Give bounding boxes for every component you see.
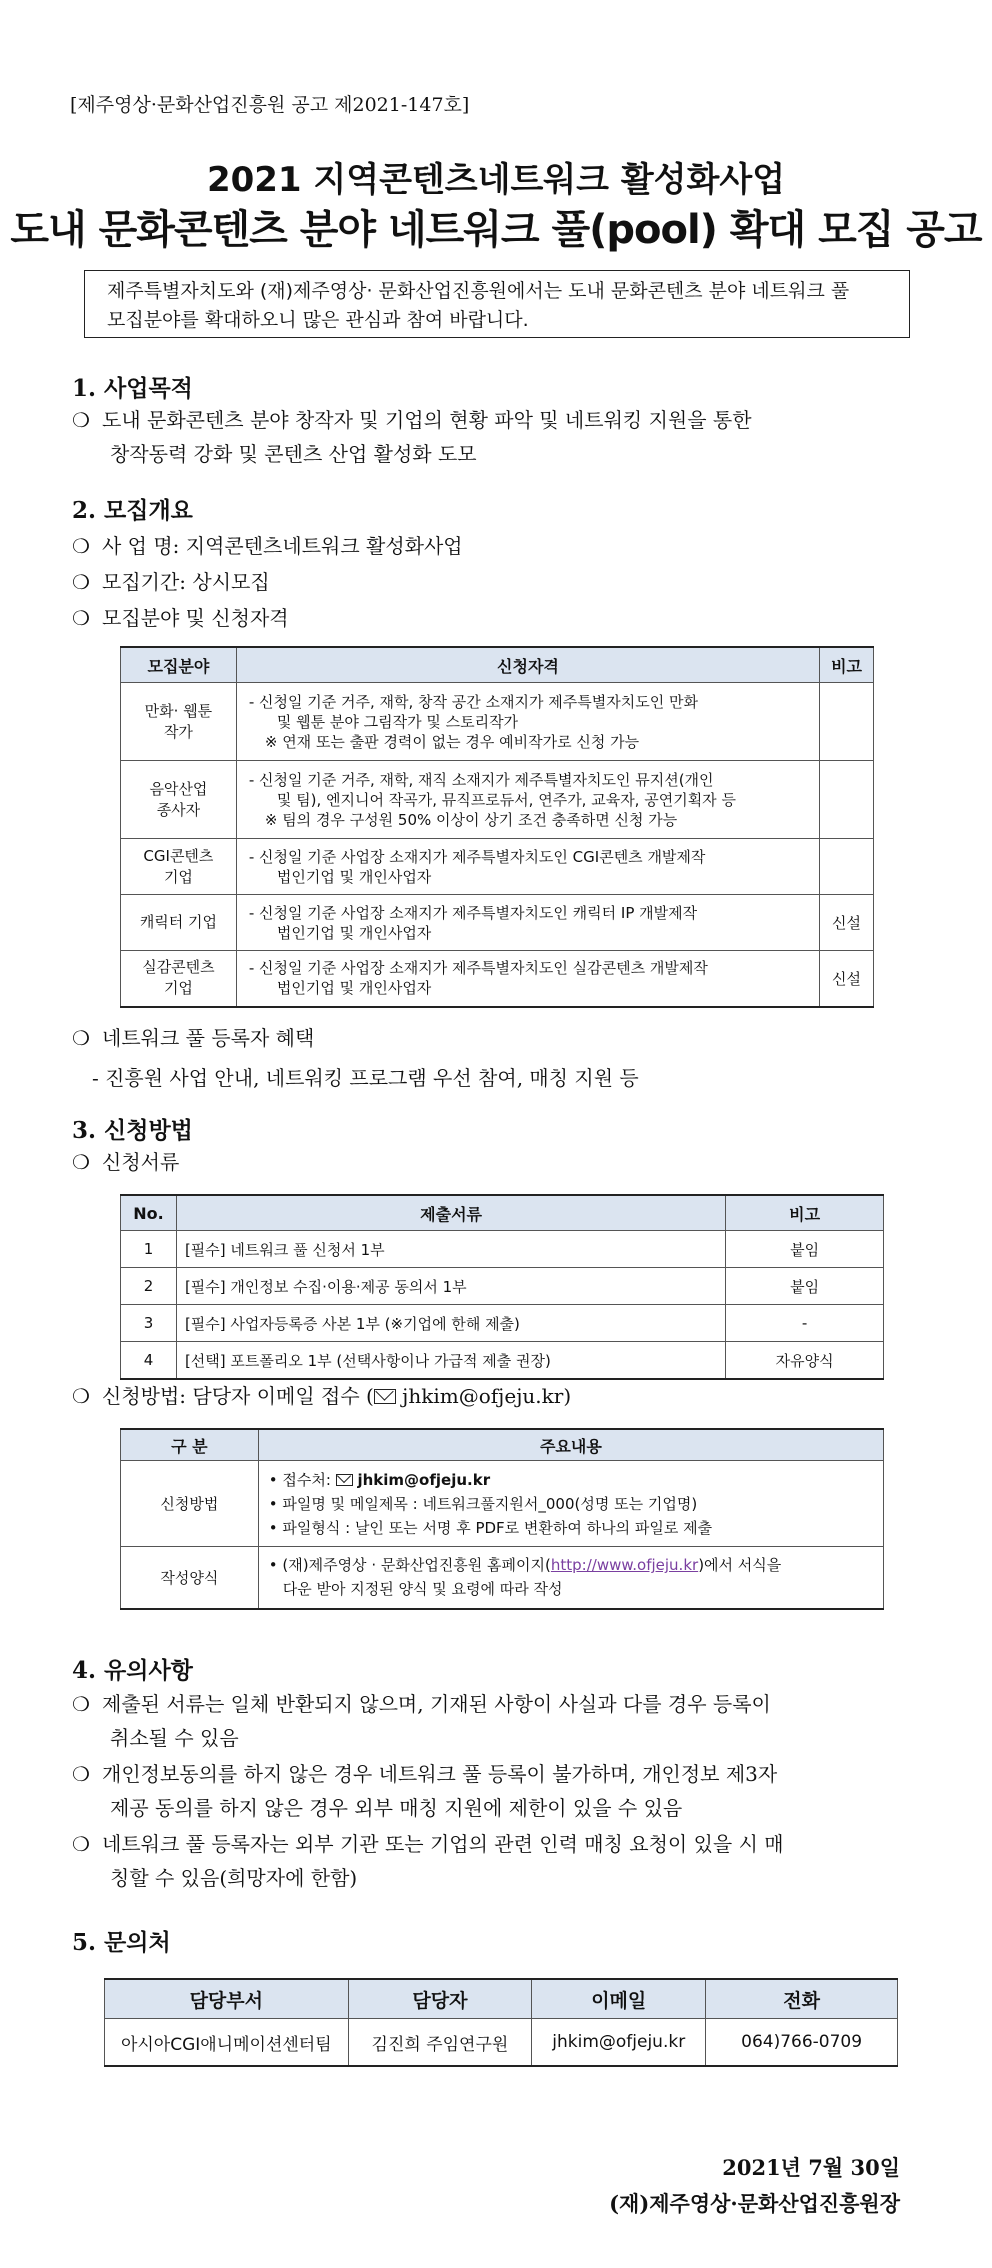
qualification-cell: [236, 951, 819, 1007]
bullet-icon: ❍: [72, 1150, 90, 1174]
caution-item-3-cont: 칭할 수 있음(희망자에 한함): [110, 1866, 358, 1890]
item-text: 제출된 서류는 일체 반환되지 않으며, 기재된 사항이 사실과 다를 경우 등록이: [102, 1692, 771, 1716]
col-header: 구 분: [121, 1429, 259, 1461]
table-row: [121, 1547, 884, 1609]
content-prefix: • 접수처:: [268, 1470, 331, 1489]
title-line-1: 2021 지역콘텐츠네트워크 활성화사업: [206, 160, 786, 200]
mail-icon: [374, 1389, 396, 1404]
category-cell: [121, 761, 237, 839]
category-line: 작가: [163, 722, 193, 741]
section-2-heading: 2. 모집개요: [72, 497, 193, 524]
col-header: 제출서류: [176, 1195, 725, 1231]
section-4-heading: 4. 유의사항: [72, 1657, 193, 1684]
col-header: 비고: [726, 1195, 884, 1231]
method-label: 신청방법: [121, 1461, 259, 1547]
category-line: 종사자: [156, 800, 201, 819]
method-item: [72, 1378, 571, 1414]
section-5-heading: 5. 문의처: [72, 1929, 171, 1956]
table-header-row: [105, 1979, 898, 2019]
content-prefix: • (재)제주영상 · 문화산업진흥원 홈페이지(: [268, 1556, 551, 1575]
remark-cell: [820, 839, 874, 895]
bullet-icon: ❍: [72, 534, 90, 558]
issue-date: 2021년 7월 30일: [722, 2155, 900, 2180]
remark-cell: [820, 761, 874, 839]
eligibility-table: [120, 646, 874, 1008]
caution-item-1: [72, 1686, 771, 1722]
item-text: 신청서류: [102, 1150, 180, 1174]
col-header: 모집분야: [121, 647, 237, 683]
doc-no: 3: [121, 1305, 177, 1342]
benefit-item: [72, 1020, 314, 1056]
col-header: 이메일: [532, 1979, 706, 2019]
section-1-text-2: 창작동력 강화 및 콘텐츠 산업 활성화 도모: [110, 442, 477, 466]
content-suffix: )에서 서식을: [698, 1556, 782, 1575]
doc-name: [필수] 개인정보 수집·이용·제공 동의서 1부: [176, 1268, 725, 1305]
table-row: [121, 1342, 884, 1380]
table-row: [121, 1305, 884, 1342]
category-cell: [121, 895, 237, 951]
content-line: [269, 1553, 873, 1577]
category-cell: [121, 951, 237, 1007]
qual-line: - 신청일 기준 사업장 소재지가 제주특별자치도인 CGI콘텐츠 개발제작: [248, 847, 706, 866]
category-line: CGI콘텐츠: [143, 846, 214, 865]
qual-note: ※ 팀의 경우 구성원 50% 이상이 상기 조건 충족하면 신청 가능: [264, 810, 678, 829]
doc-no: 4: [121, 1342, 177, 1380]
qualification-cell: [236, 683, 819, 761]
benefit-detail: - 진흥원 사업 안내, 네트워킹 프로그램 우선 참여, 매칭 지원 등: [92, 1066, 639, 1090]
method-content: [258, 1461, 883, 1547]
content-email[interactable]: jhkim@ofjeju.kr: [357, 1470, 491, 1489]
category-cell: [121, 683, 237, 761]
item-text: 모집분야 및 신청자격: [102, 606, 289, 630]
doc-name: [필수] 네트워크 풀 신청서 1부: [176, 1231, 725, 1268]
intro-line-2: 모집분야를 확대하오니 많은 관심과 참여 바랍니다.: [107, 309, 529, 331]
qual-line: - 신청일 기준 거주, 재학, 재직 소재지가 제주특별자치도인 뮤지션(개인: [248, 770, 714, 789]
docs-item: [72, 1144, 179, 1180]
table-row: [121, 1461, 884, 1547]
caution-item-2-cont: 제공 동의를 하지 않은 경우 외부 매칭 지원에 제한이 있을 수 있음: [110, 1796, 683, 1820]
table-row: [121, 683, 874, 761]
qual-line: 및 웹툰 분야 그림작가 및 스토리작가: [276, 712, 519, 731]
caution-item-1-cont: 취소될 수 있음: [110, 1726, 239, 1750]
remark-cell: 신설: [820, 951, 874, 1007]
qualification-cell: [236, 839, 819, 895]
category-cell: [121, 839, 237, 895]
content-line: [269, 1468, 873, 1492]
table-row: [121, 839, 874, 895]
bullet-icon: ❍: [72, 1762, 90, 1786]
item-text: 개인정보동의를 하지 않은 경우 네트워크 풀 등록이 불가하며, 개인정보 제3자: [102, 1762, 778, 1786]
section-2-item-3: [72, 600, 289, 636]
contact-phone: 064)766-0709: [706, 2019, 898, 2067]
item-text: 네트워크 풀 등록자는 외부 기관 또는 기업의 관련 인력 매칭 요청이 있을 시 매: [102, 1832, 784, 1856]
contact-department: 아시아CGI애니메이션센터팀: [105, 2019, 349, 2067]
table-header-row: [121, 1429, 884, 1461]
title-line-2: 도내 문화콘텐츠 분야 네트워크 풀(pool) 확대 모집 공고: [10, 207, 982, 253]
table-row: [121, 1231, 884, 1268]
section-2-item-2: [72, 564, 270, 600]
contact-person: 김진희 주임연구원: [348, 2019, 532, 2067]
doc-remark: 자유양식: [726, 1342, 884, 1380]
doc-no: 2: [121, 1268, 177, 1305]
remark-cell: 신설: [820, 895, 874, 951]
mail-icon: [336, 1474, 353, 1486]
col-header: 담당부서: [105, 1979, 349, 2019]
content-line: • 파일형식 : 날인 또는 서명 후 PDF로 변환하여 하나의 파일로 제출: [268, 1518, 713, 1537]
section-1-text-1: 도내 문화콘텐츠 분야 창작자 및 기업의 현황 파악 및 네트워킹 지원을 통한: [102, 408, 752, 432]
table-row: [121, 1268, 884, 1305]
qualification-cell: [236, 761, 819, 839]
table-header-row: [121, 647, 874, 683]
doc-remark: -: [726, 1305, 884, 1342]
contact-email[interactable]: jhkim@ofjeju.kr: [532, 2019, 706, 2067]
intro-line-1: 제주특별자치도와 (재)제주영상· 문화산업진흥원에서는 도내 문화콘텐츠 분야 네트워크 풀: [107, 280, 850, 302]
doc-remark: 붙임: [726, 1231, 884, 1268]
table-row: [121, 951, 874, 1007]
method-email[interactable]: jhkim@ofjeju.kr: [402, 1384, 564, 1408]
qual-note: ※ 연재 또는 출판 경력이 없는 경우 예비작가로 신청 가능: [264, 732, 640, 751]
bullet-icon: ❍: [72, 570, 90, 594]
method-content: [258, 1547, 883, 1609]
table-row: [121, 895, 874, 951]
bullet-icon: ❍: [72, 1692, 90, 1716]
section-1-heading: 1. 사업목적: [72, 375, 193, 402]
item-text: 네트워크 풀 등록자 혜택: [102, 1026, 315, 1050]
qual-line: 및 팀), 엔지니어 작곡가, 뮤직프로듀서, 연주가, 교육자, 공연기획자 등: [276, 790, 736, 809]
category-line: 만화· 웹툰: [144, 701, 213, 720]
bullet-icon: ❍: [72, 1832, 90, 1856]
qual-line: 법인기업 및 개인사업자: [276, 979, 432, 998]
qual-line: - 신청일 기준 사업장 소재지가 제주특별자치도인 캐릭터 IP 개발제작: [248, 903, 698, 922]
method-label: 작성양식: [121, 1547, 259, 1609]
doc-no: 1: [121, 1231, 177, 1268]
bullet-icon: ❍: [72, 1384, 90, 1408]
content-line: • 파일명 및 메일제목 : 네트워크풀지원서_000(성명 또는 기업명): [268, 1494, 698, 1513]
category-line: 음악산업: [149, 779, 208, 798]
doc-name: [필수] 사업자등록증 사본 1부 (※기업에 한해 제출): [176, 1305, 725, 1342]
bullet-icon: ❍: [72, 606, 90, 630]
method-suffix: ): [563, 1384, 572, 1408]
caution-item-2: [72, 1756, 777, 1792]
notice-number: [제주영상·문화산업진흥원 공고 제2021-147호]: [70, 94, 470, 116]
table-row: [105, 2019, 898, 2067]
doc-name: [선택] 포트폴리오 1부 (선택사항이나 가급적 제출 권장): [176, 1342, 725, 1380]
section-1-item: [72, 402, 752, 438]
qual-line: 법인기업 및 개인사업자: [276, 867, 432, 886]
category-line: 실감콘텐츠: [142, 958, 215, 977]
col-header: No.: [121, 1195, 177, 1231]
qualification-cell: [236, 895, 819, 951]
section-2-item-1: [72, 528, 463, 564]
method-table: [120, 1428, 884, 1610]
col-header: 전화: [706, 1979, 898, 2019]
doc-remark: 붙임: [726, 1268, 884, 1305]
intro-box: [84, 270, 910, 338]
caution-item-3: [72, 1826, 784, 1862]
section-3-heading: 3. 신청방법: [72, 1117, 193, 1144]
bullet-icon: ❍: [72, 408, 90, 432]
col-header: 비고: [820, 647, 874, 683]
homepage-link[interactable]: http://www.ofjeju.kr: [550, 1556, 699, 1575]
content-line: 다운 받아 지정된 양식 및 요령에 따라 작성: [282, 1580, 563, 1599]
qual-line: - 신청일 기준 사업장 소재지가 제주특별자치도인 실감콘텐츠 개발제작: [248, 959, 708, 978]
qual-line: 법인기업 및 개인사업자: [276, 923, 432, 942]
documents-table: [120, 1194, 884, 1380]
col-header: 신청자격: [236, 647, 819, 683]
category-line: 기업: [163, 867, 193, 886]
category-line: 캐릭터 기업: [139, 913, 218, 931]
remark-cell: [820, 683, 874, 761]
method-text: 신청방법: 담당자 이메일 접수 (: [102, 1384, 374, 1408]
item-text: 모집기간: 상시모집: [102, 570, 270, 594]
col-header: 담당자: [348, 1979, 532, 2019]
issuing-organization: (재)제주영상·문화산업진흥원장: [609, 2191, 900, 2216]
item-text: 사 업 명: 지역콘텐츠네트워크 활성화사업: [102, 534, 463, 558]
col-header: 주요내용: [258, 1429, 883, 1461]
category-line: 기업: [163, 979, 193, 998]
table-row: [121, 761, 874, 839]
contact-table: [104, 1978, 898, 2067]
qual-line: - 신청일 기준 거주, 재학, 창작 공간 소재지가 제주특별자치도인 만화: [248, 692, 698, 711]
bullet-icon: ❍: [72, 1026, 90, 1050]
table-header-row: [121, 1195, 884, 1231]
